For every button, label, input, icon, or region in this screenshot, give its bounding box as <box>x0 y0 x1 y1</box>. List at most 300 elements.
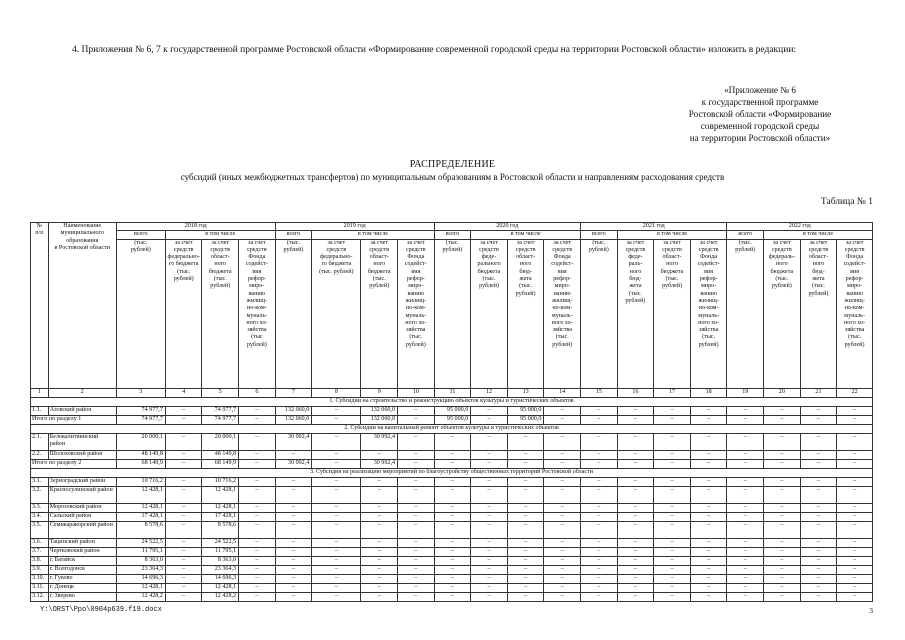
table-cell: – <box>165 459 202 468</box>
table-cell: – <box>275 512 312 521</box>
table-cell: – <box>727 406 764 415</box>
table-cell: – <box>617 592 654 601</box>
row-number: 3.3. <box>31 503 49 512</box>
table-cell: – <box>764 503 801 512</box>
table-cell: – <box>471 450 508 459</box>
table-cell: – <box>727 459 764 468</box>
municipality-name: Белокалитвинский район <box>48 433 116 450</box>
table-cell: 12 428,2 <box>116 592 165 601</box>
column-number: 2 <box>48 388 116 397</box>
table-cell: – <box>434 459 471 468</box>
column-number: 7 <box>275 388 312 397</box>
table-cell: – <box>239 459 276 468</box>
table-cell: – <box>800 433 837 450</box>
table-cell: – <box>507 450 544 459</box>
table-cell: 132 060,0 <box>275 415 312 424</box>
table-cell: – <box>239 538 276 547</box>
row-number: 2.2. <box>31 450 49 459</box>
column-number: 9 <box>361 388 398 397</box>
table-cell: – <box>727 503 764 512</box>
table-cell: – <box>544 538 581 547</box>
table-cell: – <box>837 486 873 503</box>
header-total-units: (тыс. рублей) <box>727 239 764 388</box>
header-year-3: 2020 год <box>434 223 580 231</box>
table-cell: – <box>312 556 361 565</box>
table-cell: – <box>690 583 727 592</box>
table-cell: – <box>544 503 581 512</box>
table-cell: – <box>471 583 508 592</box>
municipality-name: Азовский район <box>48 406 116 415</box>
table-cell: – <box>312 583 361 592</box>
table-cell: – <box>434 512 471 521</box>
header-subcolumn: за счет средств феде- рального бюджета (тыс. рублей) <box>471 239 508 388</box>
table-cell: 23 364,3 <box>202 565 239 574</box>
table-cell: – <box>165 503 202 512</box>
table-cell: – <box>617 503 654 512</box>
table-cell: – <box>581 450 618 459</box>
header-total-units: (тыс. рублей) <box>434 239 471 388</box>
table-cell: – <box>471 512 508 521</box>
table-cell: – <box>617 583 654 592</box>
table-cell: – <box>275 583 312 592</box>
table-cell: – <box>434 565 471 574</box>
table-cell: – <box>654 503 691 512</box>
table-cell: – <box>165 556 202 565</box>
table-cell: – <box>275 556 312 565</box>
table-cell: 11 795,1 <box>116 547 165 556</box>
table-cell: – <box>361 503 398 512</box>
table-cell: 8 363,0 <box>202 556 239 565</box>
table-cell: – <box>507 583 544 592</box>
table-cell: – <box>617 415 654 424</box>
table-cell: – <box>764 556 801 565</box>
table-cell: – <box>239 565 276 574</box>
appendix-heading <box>650 84 870 144</box>
row-number: 1.1. <box>31 406 49 415</box>
table-cell: – <box>434 583 471 592</box>
table-cell: – <box>727 486 764 503</box>
municipality-name: Морозовский район <box>48 503 116 512</box>
municipality-name: Шолоховский район <box>48 450 116 459</box>
table-cell: – <box>764 406 801 415</box>
table-row <box>31 556 873 565</box>
table-cell: 48 149,8 <box>116 450 165 459</box>
table-cell: – <box>727 433 764 450</box>
table-cell: – <box>800 583 837 592</box>
table-cell: – <box>764 565 801 574</box>
table-cell: – <box>398 547 435 556</box>
table-row <box>31 450 873 459</box>
table-cell: – <box>581 459 618 468</box>
header-subcolumn: за счет средств Фонда содейст- вия рефор- миро- ванию жилищ- но-ком- муналь- ного хо- зяйства (тыс. рублей) <box>544 239 581 388</box>
table-cell: – <box>398 521 435 538</box>
row-number: 3.6. <box>31 538 49 547</box>
municipality-name: г. Волгодонск <box>48 565 116 574</box>
table-cell: – <box>727 574 764 583</box>
header-including-label: в том числе <box>617 231 727 239</box>
table-cell: – <box>690 433 727 450</box>
column-number: 12 <box>471 388 508 397</box>
table-cell: – <box>581 583 618 592</box>
header-year-2: 2019 год <box>275 223 434 231</box>
header-subcolumn: за счет средств Фонда содейст- вия рефор- миро- ванию жилищ- но-ком- муналь- ного хо- зяйства (тыс рублей) <box>239 239 276 388</box>
table-cell: – <box>764 538 801 547</box>
table-cell: – <box>275 574 312 583</box>
table-cell: – <box>398 503 435 512</box>
header-total-label: всего <box>581 231 618 239</box>
header-subcolumn: за счет средств Фонда содейст- вия рефор- миро- ванию жилищ- но-ком- муналь- ного хо- зяйства (тыс. рублей) <box>398 239 435 388</box>
table-cell: – <box>398 583 435 592</box>
table-cell: – <box>581 406 618 415</box>
table-cell: – <box>837 433 873 450</box>
table-cell: – <box>544 574 581 583</box>
table-cell: – <box>654 574 691 583</box>
table-cell: – <box>654 433 691 450</box>
table-cell: – <box>654 521 691 538</box>
table-cell: – <box>727 477 764 486</box>
table-cell: – <box>544 406 581 415</box>
table-cell: 12 428,1 <box>202 583 239 592</box>
table-cell: – <box>800 415 837 424</box>
table-cell: – <box>581 547 618 556</box>
table-cell: – <box>471 547 508 556</box>
table-cell: – <box>727 547 764 556</box>
table-cell: 17 428,1 <box>202 512 239 521</box>
table-cell: – <box>361 477 398 486</box>
table-cell: – <box>800 538 837 547</box>
table-cell: – <box>507 459 544 468</box>
table-row <box>31 486 873 503</box>
table-cell: – <box>239 547 276 556</box>
table-cell: – <box>690 592 727 601</box>
column-number: 20 <box>764 388 801 397</box>
table-cell: – <box>764 583 801 592</box>
table-cell: 132 060,0 <box>275 406 312 415</box>
header-year-4: 2021 год <box>581 223 727 231</box>
municipality-name: Сальский район <box>48 512 116 521</box>
table-cell: – <box>507 592 544 601</box>
table-cell: 24 522,5 <box>202 538 239 547</box>
table-cell: – <box>837 406 873 415</box>
table-cell: – <box>361 450 398 459</box>
table-cell: – <box>275 521 312 538</box>
table-cell: – <box>471 415 508 424</box>
table-cell: 12 428,2 <box>202 592 239 601</box>
table-cell: – <box>800 565 837 574</box>
table-row <box>31 547 873 556</box>
intro-paragraph: 4. Приложения № 6, 7 к государственной программе Ростовской области «Формирование современной городской среды на территории Ростовской области» изложить в редакции: <box>72 45 797 55</box>
table-cell: – <box>654 406 691 415</box>
table-cell: – <box>398 592 435 601</box>
table-cell: 10 716,2 <box>202 477 239 486</box>
section-heading: 2. Субсидии на капитальный ремонт объектов культуры и туристических объектов <box>31 424 873 433</box>
table-cell: – <box>471 486 508 503</box>
table-cell: – <box>690 459 727 468</box>
table-cell: – <box>275 547 312 556</box>
municipality-name: г. Батайск <box>48 556 116 565</box>
column-number: 5 <box>202 388 239 397</box>
header-subcolumn: за счет средств федерально- го бюджета (тыс. рублей) <box>165 239 202 388</box>
table-cell: – <box>239 477 276 486</box>
table-cell: – <box>544 459 581 468</box>
table-cell: – <box>434 592 471 601</box>
table-cell: – <box>617 450 654 459</box>
table-row <box>31 574 873 583</box>
table-cell: 24 522,5 <box>116 538 165 547</box>
table-cell: – <box>800 547 837 556</box>
table-cell: – <box>690 512 727 521</box>
section-row <box>31 468 873 477</box>
table-cell: – <box>690 406 727 415</box>
row-number: 3.2. <box>31 486 49 503</box>
table-cell: 20 000,1 <box>116 433 165 450</box>
table-cell: 12 428,1 <box>116 486 165 503</box>
table-cell: – <box>239 592 276 601</box>
table-cell: – <box>398 574 435 583</box>
table-cell: – <box>727 538 764 547</box>
table-cell: – <box>581 556 618 565</box>
table-cell: 30 992,4 <box>275 433 312 450</box>
table-cell: 95 000,0 <box>507 406 544 415</box>
table-cell: – <box>727 565 764 574</box>
total-label: Итого по разделу 2 <box>31 459 117 468</box>
table-cell: – <box>471 556 508 565</box>
table-cell: – <box>654 486 691 503</box>
header-total-label: всего <box>275 231 312 239</box>
header-subcolumn: за счет средств федераль- ного бюджета (тыс. рублей) <box>764 239 801 388</box>
table-row <box>31 565 873 574</box>
header-subcolumn: за счет средств федерально- го бюджета (тыс. рублей) <box>312 239 361 388</box>
table-cell: – <box>837 415 873 424</box>
table-cell: – <box>544 565 581 574</box>
table-cell: – <box>544 486 581 503</box>
table-cell: – <box>800 556 837 565</box>
appendix-line: Ростовской области «Формирование <box>688 109 832 119</box>
header-total-units: (тыс. рублей) <box>275 239 312 388</box>
table-cell: – <box>654 592 691 601</box>
table-cell: – <box>581 415 618 424</box>
table-cell: – <box>398 477 435 486</box>
table-cell: – <box>544 556 581 565</box>
column-number: 3 <box>116 388 165 397</box>
table-cell: – <box>312 592 361 601</box>
section-row <box>31 424 873 433</box>
table-row <box>31 521 873 538</box>
table-cell: – <box>275 450 312 459</box>
table-cell: – <box>654 538 691 547</box>
table-cell: – <box>398 433 435 450</box>
table-cell: – <box>617 574 654 583</box>
table-cell: – <box>434 433 471 450</box>
table-cell: – <box>837 521 873 538</box>
table-cell: – <box>398 512 435 521</box>
table-cell: – <box>398 450 435 459</box>
table-cell: 12 428,1 <box>116 503 165 512</box>
table-cell: – <box>654 583 691 592</box>
table-cell: 12 428,1 <box>202 503 239 512</box>
table-cell: – <box>617 459 654 468</box>
header-including-label: в том числе <box>312 231 434 239</box>
table-cell: – <box>544 592 581 601</box>
table-cell: 30 992,4 <box>361 459 398 468</box>
table-row <box>31 512 873 521</box>
header-total-label: всего <box>727 231 764 239</box>
appendix-line: «Приложение № 6 <box>724 85 796 95</box>
table-cell: – <box>398 459 435 468</box>
table-row <box>31 583 873 592</box>
column-number-row <box>31 388 873 397</box>
table-cell: – <box>398 406 435 415</box>
municipality-name: Тацинский район <box>48 538 116 547</box>
table-cell: – <box>471 406 508 415</box>
table-cell: – <box>239 433 276 450</box>
table-cell: – <box>275 592 312 601</box>
table-cell: – <box>544 433 581 450</box>
table-cell: – <box>507 503 544 512</box>
column-number: 8 <box>312 388 361 397</box>
table-cell: – <box>581 503 618 512</box>
table-cell: – <box>654 477 691 486</box>
table-cell: 95 000,0 <box>434 415 471 424</box>
table-cell: – <box>398 486 435 503</box>
table-cell: – <box>165 512 202 521</box>
document-title: РАСПРЕДЕЛЕНИЕ <box>409 159 496 170</box>
table-cell: – <box>690 486 727 503</box>
table-cell: – <box>544 583 581 592</box>
table-cell: – <box>434 574 471 583</box>
table-cell: – <box>800 459 837 468</box>
table-cell: – <box>800 521 837 538</box>
table-cell: 132 060,0 <box>361 406 398 415</box>
table-cell: – <box>239 503 276 512</box>
table-cell: – <box>434 556 471 565</box>
row-number: 2.1. <box>31 433 49 450</box>
table-cell: 132 060,0 <box>361 415 398 424</box>
table-cell: – <box>312 547 361 556</box>
table-cell: – <box>727 415 764 424</box>
table-cell: – <box>398 565 435 574</box>
table-cell: – <box>471 521 508 538</box>
table-cell: – <box>544 450 581 459</box>
header-year-1: 2018 год <box>116 223 275 231</box>
table-cell: – <box>727 592 764 601</box>
municipality-name: Чертковский район <box>48 547 116 556</box>
table-cell: – <box>312 512 361 521</box>
municipality-name: Зерноградский район <box>48 477 116 486</box>
table-cell: – <box>507 547 544 556</box>
table-cell: – <box>837 503 873 512</box>
table-cell: – <box>654 459 691 468</box>
table-cell: – <box>361 565 398 574</box>
table-cell: – <box>800 477 837 486</box>
table-cell: – <box>239 583 276 592</box>
table-cell: – <box>165 486 202 503</box>
column-number: 13 <box>507 388 544 397</box>
table-cell: – <box>165 592 202 601</box>
table-cell: – <box>837 547 873 556</box>
table-cell: – <box>581 477 618 486</box>
table-cell: – <box>617 521 654 538</box>
table-cell: 8 578,6 <box>202 521 239 538</box>
table-cell: – <box>312 538 361 547</box>
table-cell: – <box>471 538 508 547</box>
table-cell: – <box>764 512 801 521</box>
table-cell: – <box>312 477 361 486</box>
header-subcolumn: за счет средств област- ного бюджета (тыс. рублей) <box>202 239 239 388</box>
table-cell: 12 428,1 <box>202 486 239 503</box>
table-cell: 68 149,9 <box>116 459 165 468</box>
table-cell: – <box>690 503 727 512</box>
table-cell: – <box>165 406 202 415</box>
table-cell: – <box>837 538 873 547</box>
table-cell: 17 428,1 <box>116 512 165 521</box>
table-cell: – <box>361 556 398 565</box>
table-cell: – <box>434 450 471 459</box>
column-number: 14 <box>544 388 581 397</box>
total-row <box>31 415 873 424</box>
table-cell: 10 716,2 <box>116 477 165 486</box>
header-num: № п/п <box>31 223 49 389</box>
table-cell: – <box>690 521 727 538</box>
table-cell: – <box>837 459 873 468</box>
table-cell: – <box>581 574 618 583</box>
table-cell: 30 992,4 <box>361 433 398 450</box>
table-cell: – <box>764 433 801 450</box>
header-total-units: (тыс. рублей) <box>116 239 165 388</box>
table-cell: – <box>361 538 398 547</box>
table-cell: – <box>312 503 361 512</box>
table-cell: – <box>764 477 801 486</box>
table-cell: – <box>471 592 508 601</box>
table-cell: – <box>764 547 801 556</box>
distribution-table <box>30 222 873 602</box>
column-number: 18 <box>690 388 727 397</box>
total-row <box>31 459 873 468</box>
table-cell: – <box>239 450 276 459</box>
table-cell: – <box>690 565 727 574</box>
section-row <box>31 397 873 406</box>
table-cell: – <box>507 521 544 538</box>
table-cell: – <box>165 450 202 459</box>
header-including-label: в том числе <box>764 231 873 239</box>
table-cell: – <box>398 415 435 424</box>
row-number: 3.5. <box>31 521 49 538</box>
table-cell: – <box>654 415 691 424</box>
table-cell: – <box>690 547 727 556</box>
column-number: 21 <box>800 388 837 397</box>
table-cell: – <box>690 538 727 547</box>
table-cell: – <box>312 450 361 459</box>
table-cell: – <box>764 415 801 424</box>
row-number: 3.12. <box>31 592 49 601</box>
table-cell: – <box>690 574 727 583</box>
table-cell: – <box>800 574 837 583</box>
table-cell: – <box>239 574 276 583</box>
table-cell: – <box>837 556 873 565</box>
header-including-label: в том числе <box>165 231 275 239</box>
table-cell: – <box>837 477 873 486</box>
table-cell: – <box>239 415 276 424</box>
table-cell: – <box>727 521 764 538</box>
table-cell: 8 363,0 <box>116 556 165 565</box>
table-cell: – <box>239 512 276 521</box>
table-cell: – <box>165 574 202 583</box>
column-number: 15 <box>581 388 618 397</box>
table-cell: – <box>581 433 618 450</box>
table-cell: – <box>312 415 361 424</box>
section-heading: 3. Субсидия на реализацию мероприятий по благоустройству общественных территорий Ростовской области <box>31 468 873 477</box>
header-total-label: всего <box>434 231 471 239</box>
